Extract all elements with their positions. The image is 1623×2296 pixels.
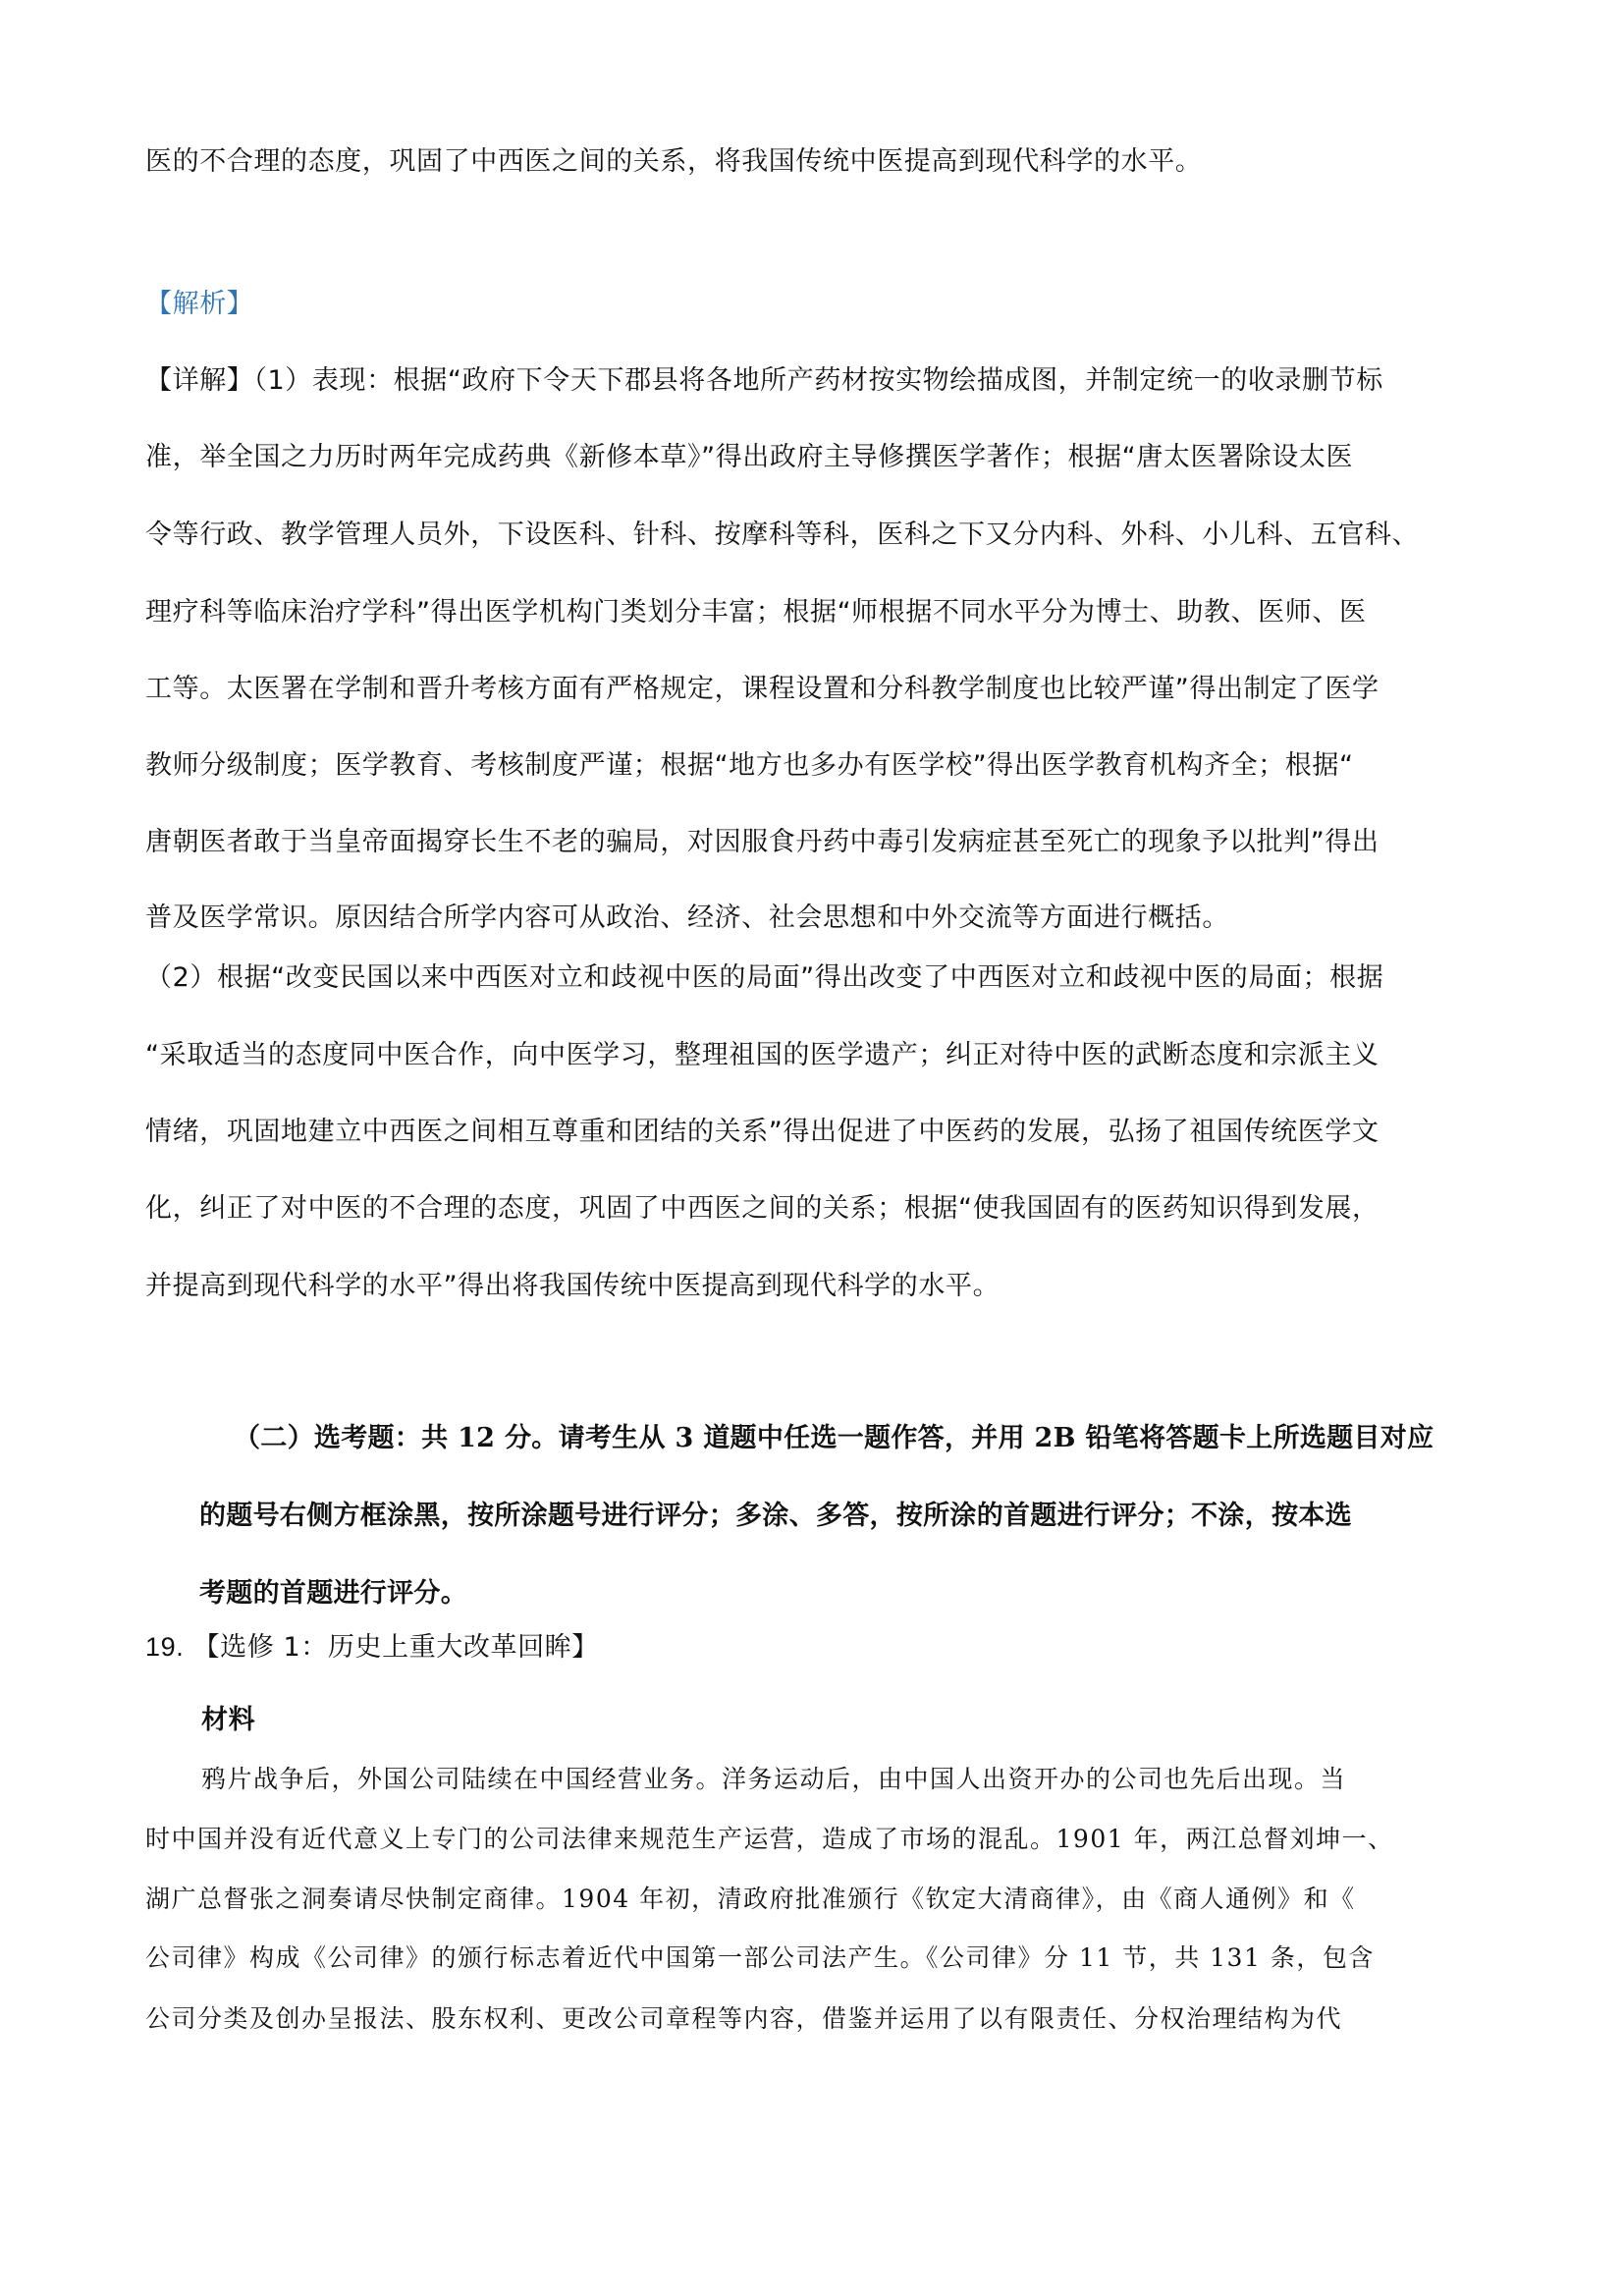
continuation-line: 医的不合理的态度，巩固了中西医之间的关系，将我国传统中医提高到现代科学的水平。 [145,146,1203,177]
analysis-line: 普及医学常识。原因结合所学内容可从政治、经济、社会思想和中外交流等方面进行概括。 [145,902,1229,933]
analysis-line: （2）根据“改变民国以来中西医对立和歧视中医的局面”得出改变了中西医对立和歧视中医的局面；根据 [145,962,1384,993]
analysis-line: 准，举全国之力历时两年完成药典《新修本草》”得出政府主导修撰医学著作；根据“唐太医署除设太医 [145,442,1354,472]
analysis-line: 理疗科等临床治疗学科”得出医学机构门类划分丰富；根据“师根据不同水平分为博士、助教、医师、医 [145,597,1367,628]
analysis-line: “采取适当的态度同中医合作，向中医学习，整理祖国的医学遗产；纠正对待中医的武断态度和宗派主义 [145,1040,1380,1070]
material-line: 湖广总督张之洞奏请尽快制定商律。1904 年初，清政府批准颁行《钦定大清商律》，由《商人通例》和《 [145,1885,1356,1913]
instruction-line: 考题的首题进行评分。 [199,1578,467,1609]
analysis-line: 唐朝医者敢于当皇帝面揭穿长生不老的骗局，对因服食丹药中毒引发病症甚至死亡的现象予以批判”得出 [145,827,1380,857]
analysis-line: 化，纠正了对中医的不合理的态度，巩固了中西医之间的关系；根据“使我国固有的医药知识得到发展， [145,1193,1380,1224]
question-header [145,1627,1486,1667]
analysis-line: 并提高到现代科学的水平”得出将我国传统中医提高到现代科学的水平。 [145,1271,1001,1301]
analysis-line: 教师分级制度；医学教育、考核制度严谨；根据“地方也多办有医学校”得出医学教育机构齐全；根据“ [145,750,1354,781]
analysis-line: 【详解】（1）表现：根据“政府下令天下郡县将各地所产药材按实物绘描成图，并制定统一的收录删节标 [145,365,1383,396]
question-number: 19. [145,1632,185,1662]
instruction-line: 的题号右侧方框涂黑，按所涂题号进行评分；多涂、多答，按所涂的首题进行评分；不涂，按本选 [199,1501,1352,1531]
question-title: 【选修 1：历史上重大改革回眸】 [192,1632,599,1663]
instruction-line: （二）选考题：共 12 分。请考生从 3 道题中任选一题作答，并用 2B 铅笔将答题卡上所选题目对应 [234,1423,1434,1453]
analysis-line: 令等行政、教学管理人员外，下设医科、针科、按摩科等科，医科之下又分内科、外科、小儿科、五官科、 [145,519,1420,550]
material-line: 公司律》构成《公司律》的颁行标志着近代中国第一部公司法产生。《公司律》分 11 节，共 131 条，包含 [145,1943,1375,1972]
analysis-line: 情绪，巩固地建立中西医之间相互尊重和团结的关系”得出促进了中医药的发展，弘扬了祖国传统医学文 [145,1117,1380,1147]
analysis-label: 【解析】 [145,289,254,319]
material-line: 公司分类及创办呈报法、股东权利、更改公司章程等内容，借鉴并运用了以有限责任、分权治理结构为代 [145,2004,1343,2033]
material-label: 材料 [201,1705,256,1735]
material-line: 鸦片战争后，外国公司陆续在中国经营业务。洋务运动后，由中国人出资开办的公司也先后出现。当 [201,1765,1347,1793]
analysis-line: 工等。太医署在学制和晋升考核方面有严格规定，课程设置和分科教学制度也比较严谨”得出制定了医学 [145,674,1380,704]
material-line: 时中国并没有近代意义上专门的公司法律来规范生产运营，造成了市场的混乱。1901 年，两江总督刘坤一、 [145,1825,1394,1853]
